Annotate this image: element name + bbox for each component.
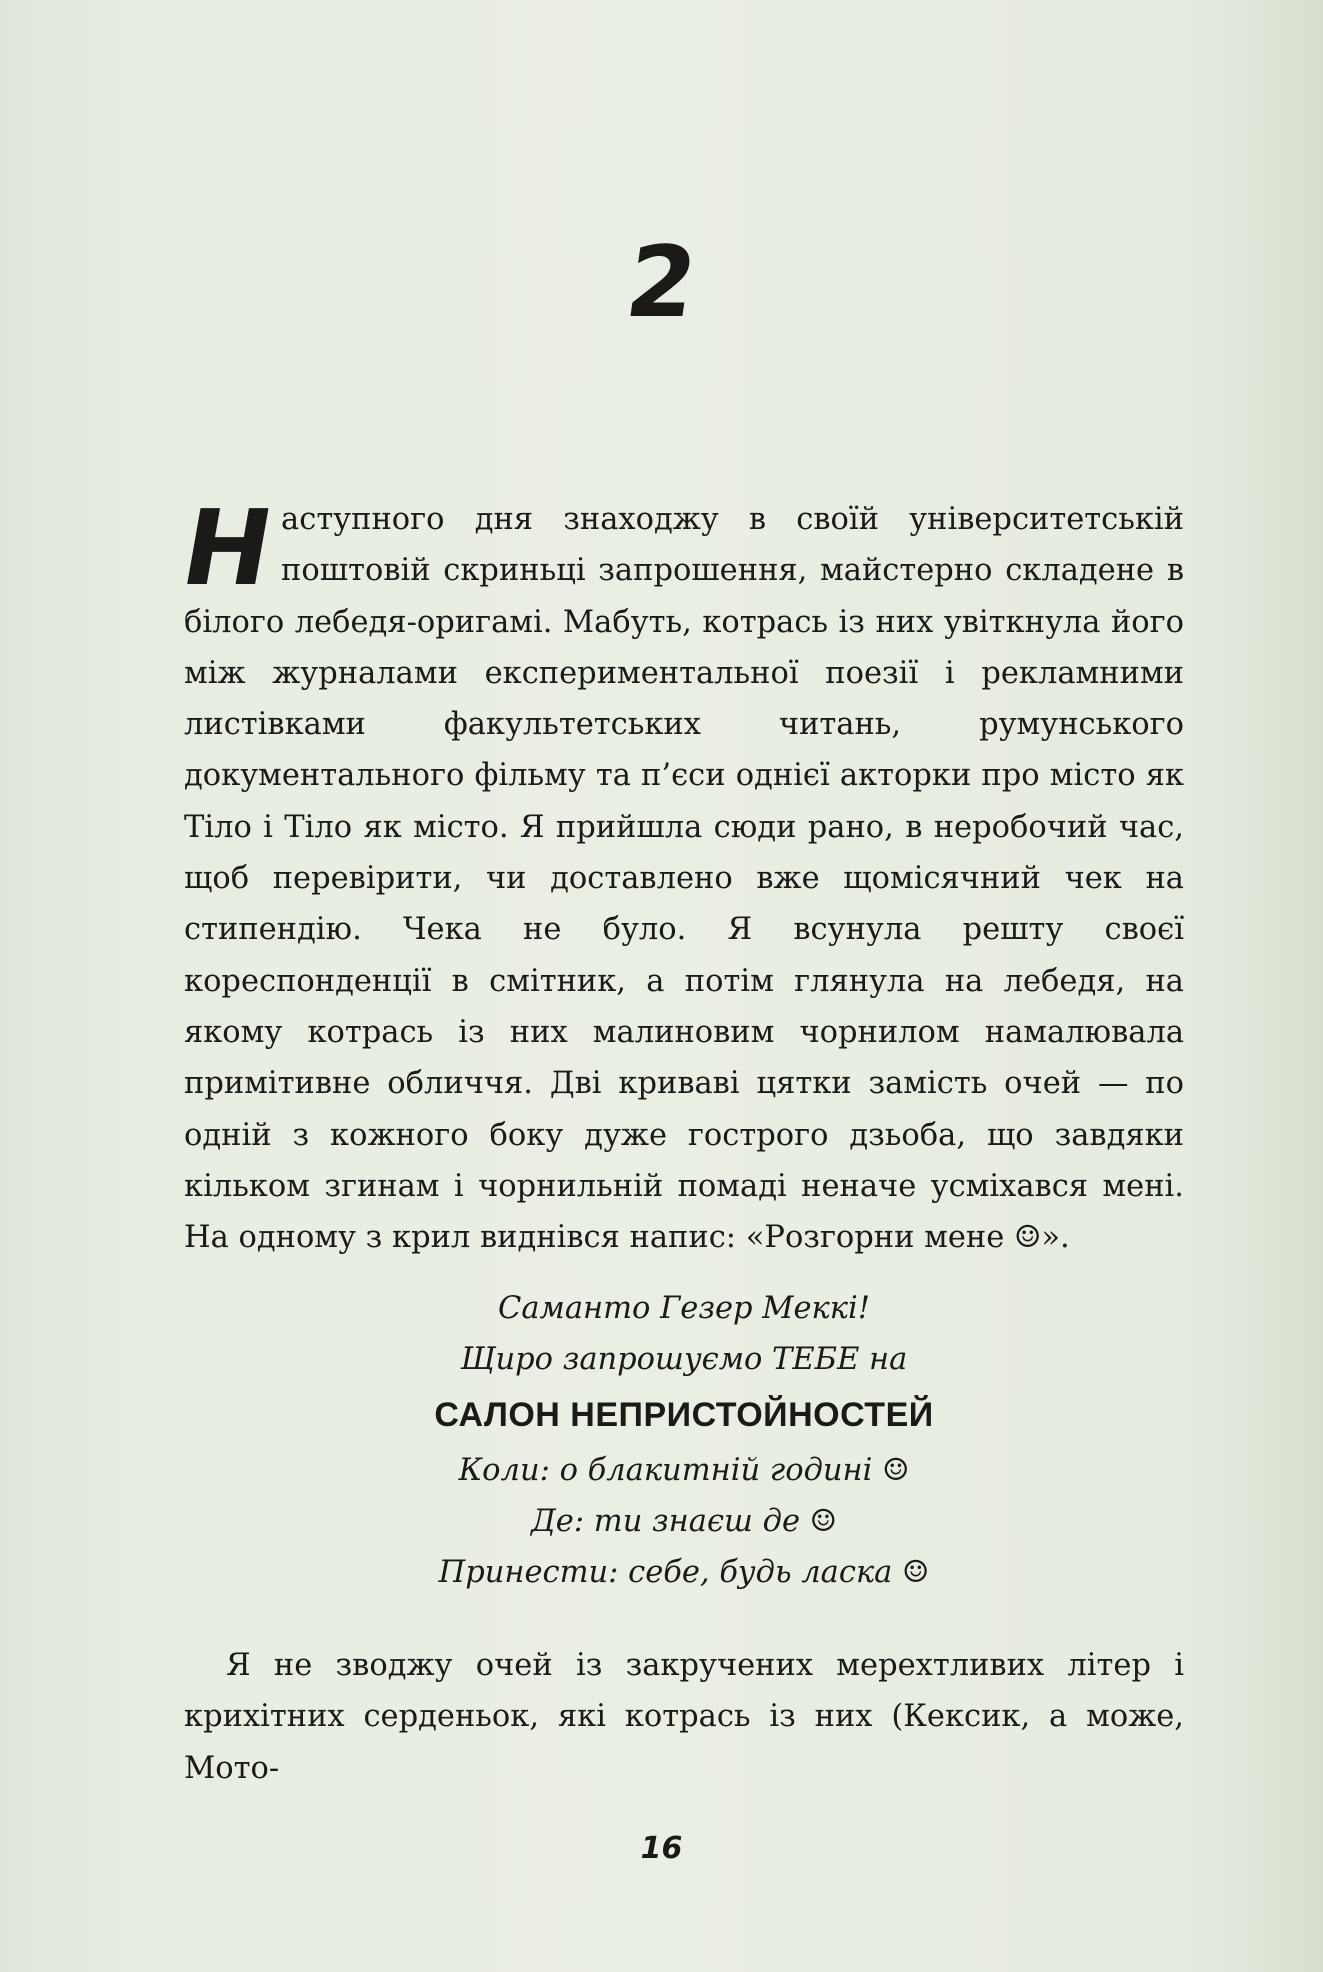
drop-cap: Н [173, 487, 282, 609]
invitation-where: Де: ти знаєш де ☺ [530, 1504, 838, 1539]
invitation-when: Коли: о блакитній годині ☺ [458, 1453, 910, 1488]
intro-text: аступного дня знаходжу в своїй університетській поштовій скриньці запрошення, майстерно складене в білого лебедя-оригамі. Мабуть, котрась із них увіткнула його між журналами експериментальної поезії і рекламними листівками факультетських читань, румунського документального фільму та п’єси однієї акторки про місто як Тіло і Тіло як місто. Я прийшла сюди рано, в неробочий час, щоб перевірити, чи доставлено вже щомісячний чек на стипендію. Чека не було. Я всунула решту своєї кореспонденції в смітник, а потім глянула на лебедя, на якому котрась із них малиновим чорнилом намалювала примітивне обличчя. Дві криваві цятки замість очей — по одній з кожного боку дуже гострого дзьоба, що завдяки кільком згинам і чорнильній помаді неначе усміхався мені. На одному з крил виднівся напис: «Розгорни мене ☺». [184, 502, 1184, 1256]
invitation-greeting: Саманто Гезер Меккі! [498, 1291, 870, 1326]
intro-paragraph [173, 487, 1184, 1263]
invitation-event-title: САЛОН НЕПРИСТОЙНОСТЕЙ [434, 1396, 934, 1434]
invitation-invite-line: Щиро запрошуємо ТЕБЕ на [460, 1342, 908, 1377]
chapter-number: 2 [619, 226, 704, 340]
closing-paragraph: Я не зводжу очей із закручених мерехтливих літер і крихітних серденьок, які котрась із них (Кексик, а може, Мото- [184, 1648, 1184, 1786]
page-number: 16 [640, 1831, 683, 1866]
invitation-block [184, 1283, 1184, 1598]
invitation-bring: Принести: себе, будь ласка ☺ [438, 1555, 930, 1590]
